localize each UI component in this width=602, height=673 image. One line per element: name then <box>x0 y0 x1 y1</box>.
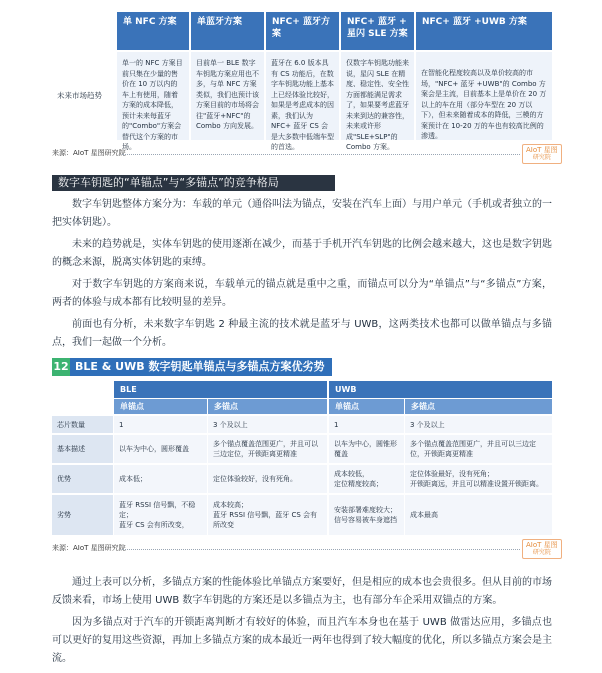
table-cell: 3 个及以上 <box>405 416 552 433</box>
row-label-advantages: 优势 <box>52 465 113 493</box>
research-logo-1: AIoT 星图 研究院 <box>522 144 562 164</box>
paragraph: 数字车钥匙整体方案分为：车载的单元（通俗叫法为锚点，安装在汽车上面）与用户单元（手机或者独立的一把实体钥匙）。 <box>52 199 552 228</box>
paragraph: 通过上表可以分析，多锚点方案的性能体验比单锚点方案要好，但是相应的成本也会贵很多。但从目前的市场反馈来看，市场上使用 UWB 数字车钥匙的方案还是以多锚点为主，也有部分车企采用双锚点的方案。 <box>52 577 552 606</box>
row-label-disadvantages: 劣势 <box>52 495 113 535</box>
paragraph: 前面也有分析，未来数字车钥匙 2 种最主流的技术就是蓝牙与 UWB，这两类技术也都可以做单锚点与多锚点，我们一起做一个分析。 <box>52 319 552 348</box>
divider-dotted-2 <box>122 549 520 550</box>
table1-header-nfc-ble-sle: NFC+ 蓝牙 + 星闪 SLE 方案 <box>341 12 414 50</box>
table1-cell-nfc-ble-sle: 仅数字车钥匙功能来说，星闪 SLE 在精度、稳定性、安全性方面都能满足需求了，如果要考虑蓝牙未来到达的兼容性，未来或许形成"SLE+SLP"的 Combo 方案。 <box>341 52 414 140</box>
table1-cell-ble: 目前单一 BLE 数字车钥匙方案应用也不多，与单 NFC 方案类似，我们也预计该方案目前的市场将会往"蓝牙+NFC"的 Combo 方向发展。 <box>191 52 264 140</box>
research-logo-2: AIoT 星图 研究院 <box>522 539 562 559</box>
row-label-description: 基本描述 <box>52 435 113 463</box>
table-cell: 以车为中心，圆锥形覆盖 <box>329 435 404 463</box>
source-note-2: 来源：AIoT 星图研究院 <box>52 544 126 552</box>
subheader-uwb-multi: 多锚点 <box>405 399 552 414</box>
table1-cell-nfc-ble-uwb: 在智能化程度较高以及单价较高的市场，"NFC+ 蓝牙 +UWB"的 Combo 方案会是主流，目前基本上是单价在 20 万以上的车在用（部分车型在 20 万以下），但未来随着成本的降低，三模的方案预计在 10-20 万的车也有较高比例的渗透。 <box>416 52 552 140</box>
paragraph: 因为多锚点对于汽车的开锁距离判断才有较好的体验，而且汽车本身也在基于 UWB 做雷达应用，多锚点也可以更好的复用这些资源，再加上多锚点方案的成本最近一两年也得到了较大幅度的优化，所以多锚点方案会是主流。 <box>52 617 552 664</box>
body-text-2 <box>52 574 552 668</box>
table-cell: 1 <box>114 416 207 433</box>
table-cell: 多个锚点覆盖范围更广，并且可以三边定位，开锁距离更精准 <box>405 435 552 463</box>
table-cell: 定位体验较好，没有死角。 <box>208 465 327 493</box>
table-cell: 多个锚点覆盖范围更广，并且可以三边定位，开锁距离更精准 <box>208 435 327 463</box>
section-title: 数字车钥匙的“单锚点”与“多锚点”的竞争格局 <box>52 175 335 191</box>
group-header-ble: BLE <box>114 381 327 398</box>
table1-cell-nfc-ble: 蓝牙在 6.0 版本具有 CS 功能后，在数字车钥匙功能上基本上已经体验比较好，如果是考虑成本的因素，我们认为 NFC+ 蓝牙 CS 会是大多数中低端车型的首选。 <box>266 52 339 140</box>
table-cell: 成本较高； 蓝牙 RSSI 信号飘，蓝牙 CS 会有所改变 <box>208 495 327 535</box>
table-cell: 成本最高 <box>405 495 552 535</box>
figure-number: 12 <box>52 358 70 376</box>
subheader-ble-single: 单锚点 <box>114 399 207 414</box>
body-text-1 <box>52 196 552 352</box>
table1-header-nfc: 单 NFC 方案 <box>117 12 189 50</box>
subheader-uwb-single: 单锚点 <box>329 399 404 414</box>
source-note-1: 来源：AIoT 星图研究院 <box>52 149 126 157</box>
table1-header-nfc-ble-uwb: NFC+ 蓝牙 +UWB 方案 <box>416 12 552 50</box>
table-cell: 以车为中心，圆形覆盖 <box>114 435 207 463</box>
table1-cell-nfc: 单一的 NFC 方案目前只集在少量的售价在 10 万以内的车上有使用，随着方案的成本降低，预计未来每蓝牙的"Combo"方案会替代这个方案的市场。 <box>117 52 189 140</box>
table1-header-nfc-ble: NFC+ 蓝牙方案 <box>266 12 339 50</box>
table-cell: 成本低； <box>114 465 207 493</box>
table-cell: 安装部署难度较大； 信号容易被车身遮挡 <box>329 495 404 535</box>
figure-title: BLE & UWB 数字钥匙单锚点与多锚点方案优劣势 <box>70 358 332 376</box>
table1-header-ble: 单蓝牙方案 <box>191 12 264 50</box>
subheader-ble-multi: 多锚点 <box>208 399 327 414</box>
table-cell: 成本较低， 定位精度较高； <box>329 465 404 493</box>
table-cell: 蓝牙 RSSI 信号飘，不稳定； 蓝牙 CS 会有所改变， <box>114 495 207 535</box>
table-cell: 3 个及以上 <box>208 416 327 433</box>
table-cell: 1 <box>329 416 404 433</box>
divider-dotted-1 <box>122 154 520 155</box>
table1-row-label: 未来市场趋势 <box>52 52 116 140</box>
row-label-chip-count: 芯片数量 <box>52 416 113 433</box>
table1-corner <box>52 12 116 50</box>
group-header-uwb: UWB <box>329 381 552 398</box>
paragraph: 未来的趋势就是，实体车钥匙的使用逐渐在减少，而基于手机开汽车钥匙的比例会越来越大，这也是数字钥匙的概念来源，脱离实体钥匙的束缚。 <box>52 239 552 268</box>
paragraph: 对于数字车钥匙的方案商来说，车载单元的锚点就是重中之重，而锚点可以分为“单锚点”与“多锚点”方案，两者的体验与成本都有比较明显的差异。 <box>52 279 552 308</box>
table-cell: 定位体验最好，没有死角； 开锁距离远，并且可以精准设置开锁距离。 <box>405 465 552 493</box>
